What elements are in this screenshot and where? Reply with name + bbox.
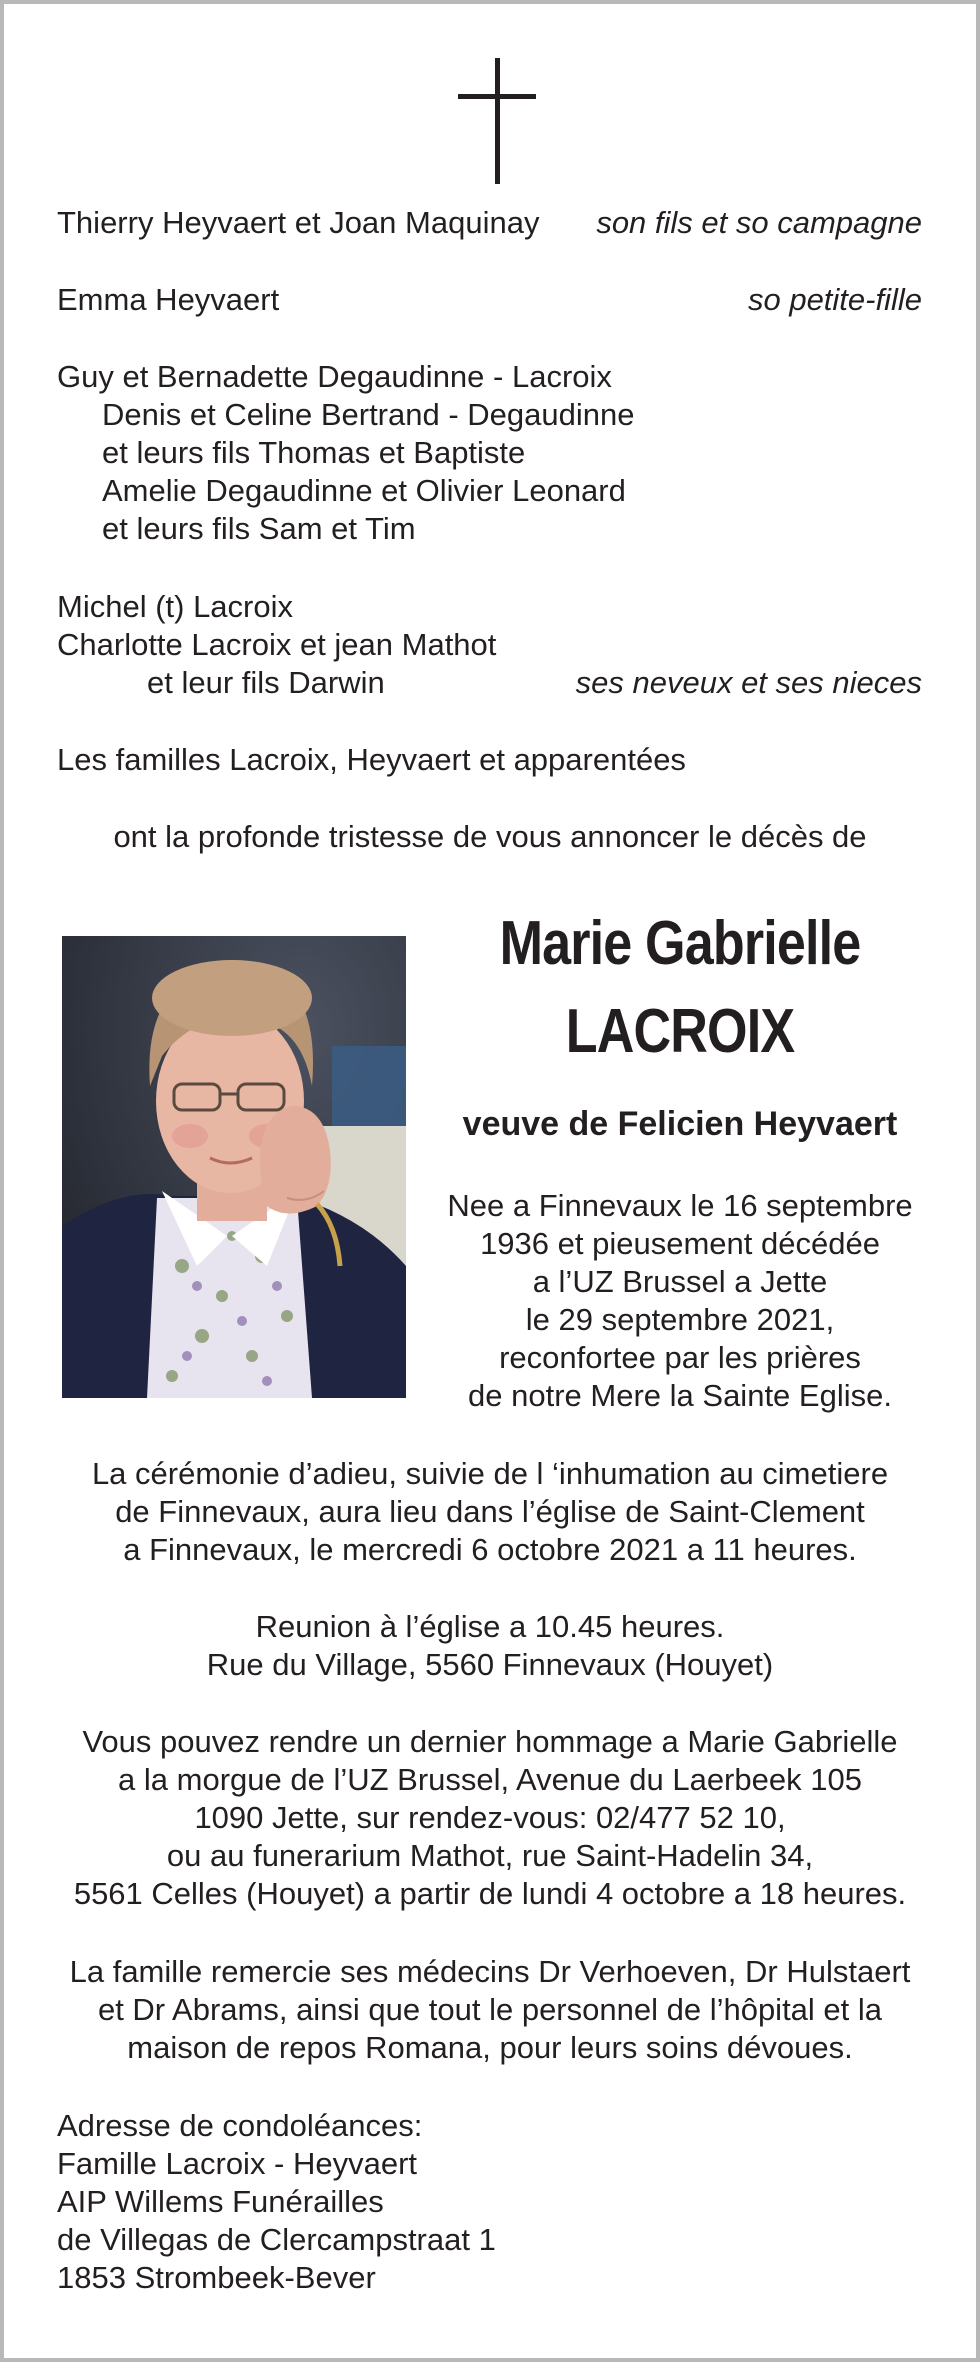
thanks-line: maison de repos Romana, pour leurs soins dévoues. [127, 2030, 853, 2065]
bio-line: 1936 et pieusement décédée [480, 1226, 880, 1261]
reunion-paragraph [0, 1608, 980, 1684]
ceremony-paragraph [0, 1455, 980, 1569]
bio-line: a l’UZ Brussel a Jette [532, 1264, 828, 1299]
cross-icon [458, 58, 536, 184]
homage-line: Vous pouvez rendre un dernier hommage a Marie Gabrielle [82, 1724, 898, 1759]
homage-line: 1090 Jette, sur rendez-vous: 02/477 52 10, [194, 1800, 786, 1835]
ceremony-line: a Finnevaux, le mercredi 6 octobre 2021 a 11 heures. [123, 1532, 857, 1567]
reunion-line: Rue du Village, 5560 Finnevaux (Houyet) [206, 1647, 774, 1682]
bio-line: Nee a Finnevaux le 16 septembre [447, 1188, 913, 1223]
announcement-line: ont la profonde tristesse de vous annoncer le décès de [113, 819, 867, 854]
family-line: et leurs fils Thomas et Baptiste [102, 435, 526, 470]
ceremony-line: La cérémonie d’adieu, suivie de l ‘inhumation au cimetiere [91, 1456, 889, 1491]
family-line: Amelie Degaudinne et Olivier Leonard [102, 473, 626, 508]
family-line: Denis et Celine Bertrand - Degaudinne [102, 397, 635, 432]
homage-line: ou au funerarium Mathot, rue Saint-Hadelin 34, [166, 1838, 814, 1873]
homage-line: 5561 Celles (Houyet) a partir de lundi 4 octobre a 18 heures. [73, 1876, 907, 1911]
homage-paragraph [0, 1723, 980, 1913]
family-relation-line: so petite-fille [747, 282, 922, 317]
condolences-line: AIP Willems Funérailles [57, 2184, 384, 2219]
bio-line: le 29 septembre 2021, [525, 1302, 835, 1337]
widow-of-line: veuve de Felicien Heyvaert [462, 1105, 898, 1143]
bio-line: reconfortee par les prières [499, 1340, 861, 1375]
homage-line: a la morgue de l’UZ Brussel, Avenue du Laerbeek 105 [118, 1762, 862, 1797]
biography [420, 1187, 940, 1415]
family-name-line: Thierry Heyvaert et Joan Maquinay [57, 205, 540, 240]
condolences-line: 1853 Strombeek-Bever [57, 2260, 376, 2295]
condolences-line: de Villegas de Clercampstraat 1 [57, 2222, 496, 2257]
condolences-address [57, 2107, 496, 2297]
condolences-line: Famille Lacroix - Heyvaert [57, 2146, 418, 2181]
condolences-line: Adresse de condoléances: [57, 2108, 423, 2143]
family-name-line: Emma Heyvaert [57, 282, 280, 317]
families-line: Les familles Lacroix, Heyvaert et apparentées [57, 742, 686, 777]
family-line: et leur fils Darwin [147, 665, 385, 700]
ceremony-line: de Finnevaux, aura lieu dans l’église de Saint-Clement [115, 1494, 865, 1529]
family-group-degaudinne [57, 358, 634, 548]
deceased-first-names: Marie Gabrielle [499, 909, 861, 978]
thanks-line: La famille remercie ses médecins Dr Verhoeven, Dr Hulstaert [69, 1954, 911, 1989]
deceased-last-name: LACROIX [565, 997, 795, 1066]
family-line: Charlotte Lacroix et jean Mathot [57, 627, 497, 662]
reunion-line: Reunion à l’église a 10.45 heures. [255, 1609, 725, 1644]
thanks-line: et Dr Abrams, ainsi que tout le personnel de l’hôpital et la [97, 1992, 883, 2027]
family-relation-line: son fils et so campagne [596, 205, 922, 240]
thanks-paragraph [0, 1953, 980, 2067]
family-line: Guy et Bernadette Degaudinne - Lacroix [57, 359, 612, 394]
portrait-photo [62, 936, 406, 1398]
family-group-lacroix [57, 588, 496, 702]
family-line: et leurs fils Sam et Tim [102, 511, 416, 546]
bio-line: de notre Mere la Sainte Eglise. [468, 1378, 892, 1413]
family-line: Michel (t) Lacroix [57, 589, 293, 624]
family-relation-line: ses neveux et ses nieces [575, 665, 922, 700]
